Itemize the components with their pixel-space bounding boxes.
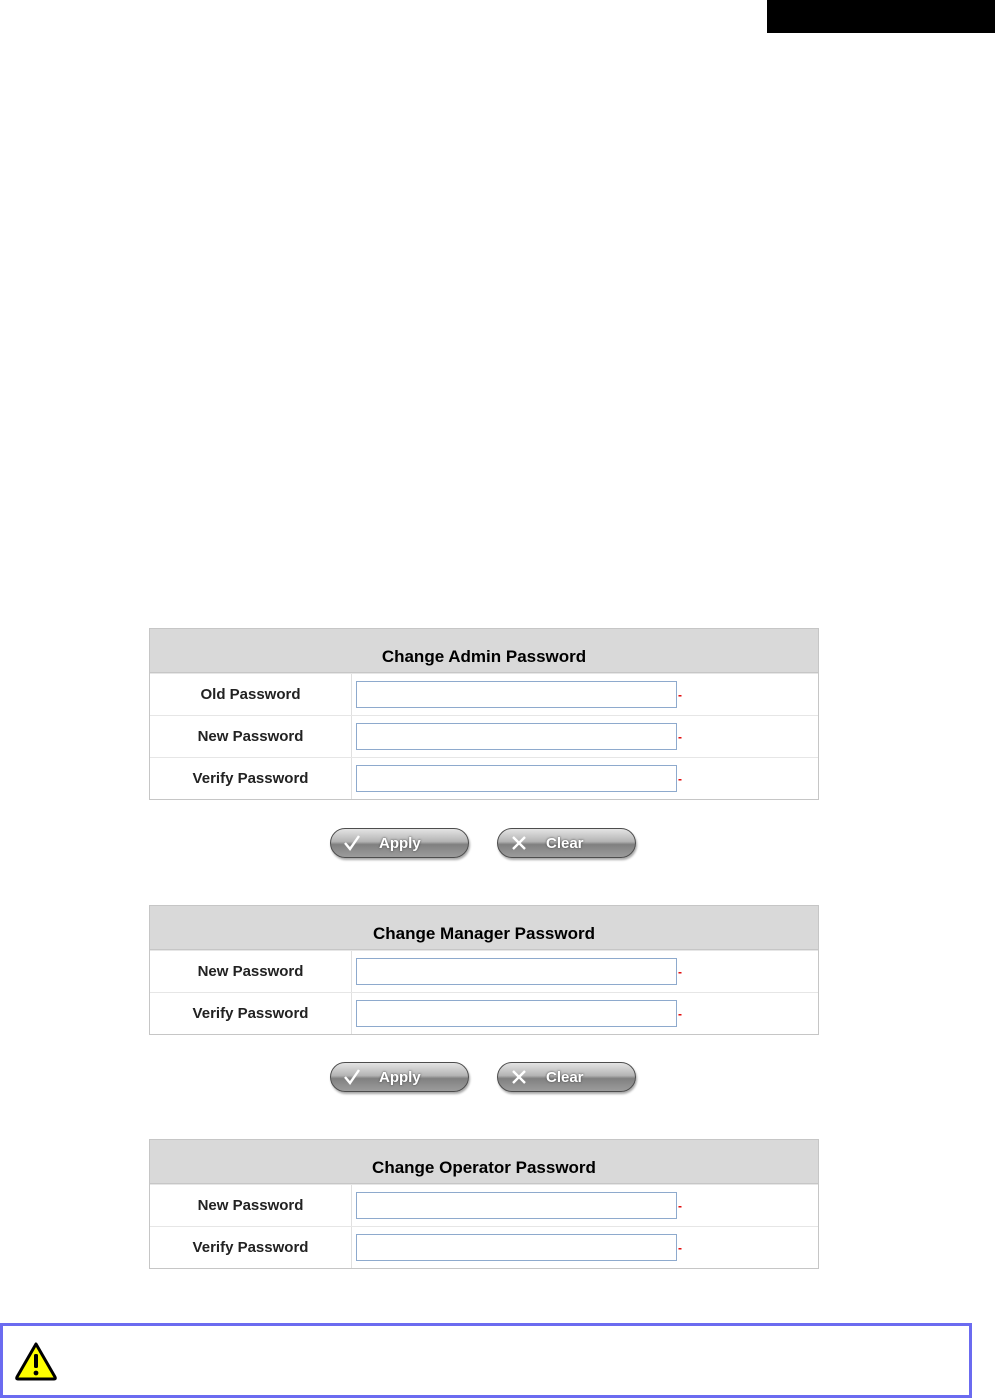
form-row-verify-password [150,992,818,1034]
panel-title: Change Admin Password [150,629,818,673]
checkmark-icon [343,1068,361,1086]
manager-button-group [330,1062,636,1092]
manager-new-password-input[interactable] [356,958,677,985]
x-icon [510,1068,528,1086]
button-label: Clear [546,1068,584,1086]
warning-icon [14,1341,58,1381]
required-mark: - [678,1006,682,1021]
form-row-verify-password [150,757,818,799]
change-manager-password-panel [149,905,819,1035]
required-mark: - [678,687,682,702]
x-icon [510,834,528,852]
form-row-verify-password [150,1226,818,1268]
admin-button-group [330,828,636,858]
field-label: New Password [150,951,352,992]
panel-title: Change Operator Password [150,1140,818,1184]
field-label: Verify Password [150,758,352,799]
form-row-new-password [150,715,818,757]
form-row-new-password [150,1184,818,1226]
form-row-old-password [150,673,818,715]
checkmark-icon [343,834,361,852]
manager-apply-button[interactable] [330,1062,469,1092]
warning-notice-box [0,1323,972,1398]
field-label: Verify Password [150,1227,352,1268]
admin-apply-button[interactable] [330,828,469,858]
button-label: Apply [379,834,421,852]
field-label: Verify Password [150,993,352,1034]
required-mark: - [678,1240,682,1255]
required-mark: - [678,1198,682,1213]
field-label: New Password [150,1185,352,1226]
change-operator-password-panel [149,1139,819,1269]
admin-old-password-input[interactable] [356,681,677,708]
admin-clear-button[interactable] [497,828,636,858]
button-label: Apply [379,1068,421,1086]
field-label: New Password [150,716,352,757]
panel-title: Change Manager Password [150,906,818,950]
operator-new-password-input[interactable] [356,1192,677,1219]
manager-verify-password-input[interactable] [356,1000,677,1027]
admin-new-password-input[interactable] [356,723,677,750]
manager-clear-button[interactable] [497,1062,636,1092]
required-mark: - [678,729,682,744]
change-admin-password-panel [149,628,819,800]
operator-verify-password-input[interactable] [356,1234,677,1261]
page-corner-tab [767,0,995,33]
button-label: Clear [546,834,584,852]
required-mark: - [678,964,682,979]
required-mark: - [678,771,682,786]
admin-verify-password-input[interactable] [356,765,677,792]
form-row-new-password [150,950,818,992]
field-label: Old Password [150,674,352,715]
